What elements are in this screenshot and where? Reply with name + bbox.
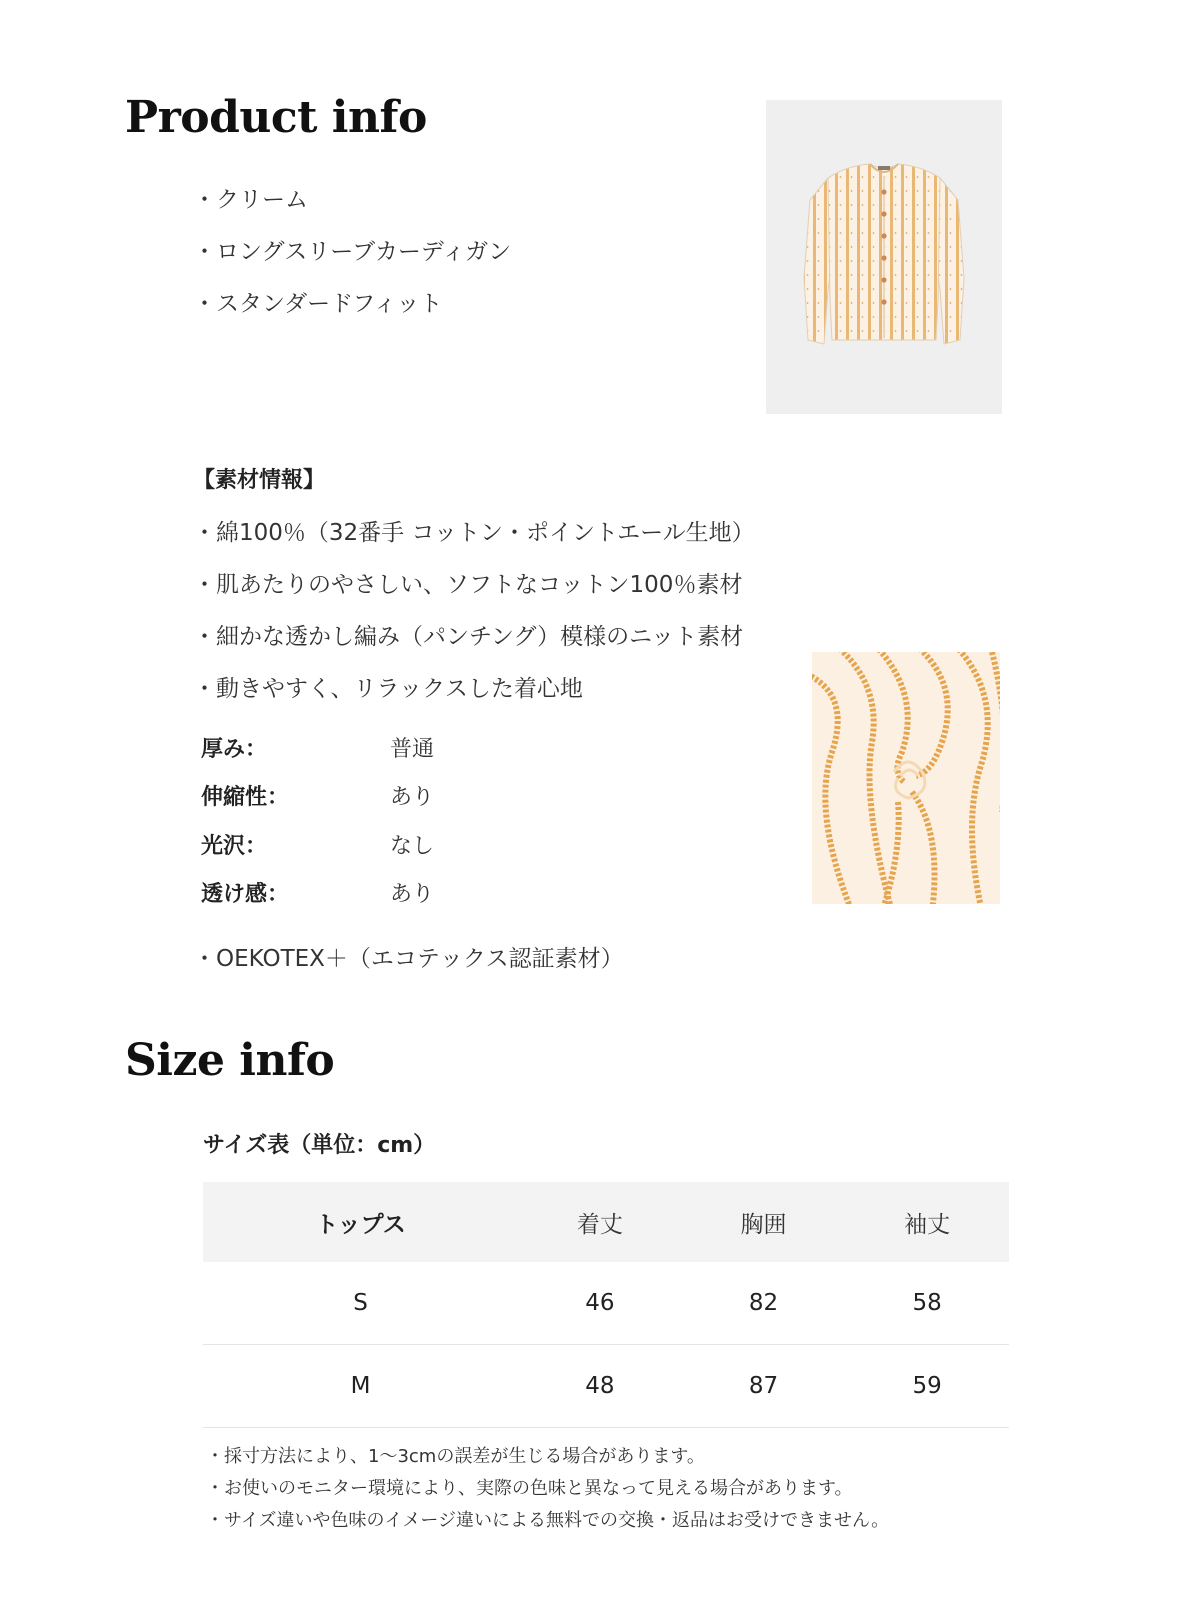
column-header-length: 着丈 (518, 1182, 682, 1262)
property-label-gloss: 光沢： (201, 834, 268, 859)
product-bullet-type: ・ロングスリーブカーディガン (193, 239, 512, 265)
property-value-stretch: あり (390, 785, 435, 810)
note-returns: ・サイズ違いや色味のイメージ違いによる無料での交換・返品はお受けできません。 (206, 1510, 890, 1531)
cardigan-illustration (766, 100, 1002, 414)
property-value-thickness: 普通 (390, 737, 435, 762)
material-certification: ・OEKOTEX＋（エコテックス認証素材） (193, 946, 624, 972)
property-label-thickness: 厚み： (201, 737, 268, 762)
length-cell: 48 (518, 1345, 682, 1428)
size-table-header (203, 1182, 1009, 1262)
product-bullet-fit: ・スタンダードフィット (193, 291, 443, 317)
chest-cell: 87 (682, 1345, 846, 1428)
product-bullet-color: ・クリーム (193, 187, 308, 213)
column-header-chest: 胸囲 (682, 1182, 846, 1262)
fabric-texture (812, 652, 1000, 904)
fabric-detail-image (812, 652, 1000, 904)
size-cell: M (203, 1345, 518, 1428)
column-header-tops: トップス (203, 1182, 518, 1262)
material-bullet-knit: ・細かな透かし編み（パンチング）模様のニット素材 (193, 624, 744, 650)
material-heading: 【素材情報】 (193, 468, 326, 493)
size-table (203, 1182, 1009, 1428)
material-bullet-composition: ・綿100％（32番手 コットン・ポイントエール生地） (193, 520, 755, 546)
size-cell: S (203, 1262, 518, 1345)
material-bullet-soft: ・肌あたりのやさしい、ソフトなコットン100％素材 (193, 572, 743, 598)
material-bullet-comfort: ・動きやすく、リラックスした着心地 (193, 676, 583, 702)
property-value-gloss: なし (390, 834, 435, 859)
chest-cell: 82 (682, 1262, 846, 1345)
sleeve-cell: 58 (845, 1262, 1009, 1345)
table-row (203, 1262, 1009, 1345)
note-measurement: ・採寸方法により、1〜3cmの誤差が生じる場合があります。 (206, 1446, 705, 1467)
length-cell: 46 (518, 1262, 682, 1345)
sleeve-cell: 59 (845, 1345, 1009, 1428)
product-image (766, 100, 1002, 414)
size-table-caption: サイズ表（単位：cm） (203, 1133, 436, 1158)
property-label-sheer: 透け感： (201, 882, 290, 907)
note-monitor: ・お使いのモニター環境により、実際の色味と異なって見える場合があります。 (206, 1478, 853, 1499)
property-label-stretch: 伸縮性： (201, 785, 290, 810)
table-row (203, 1345, 1009, 1428)
column-header-sleeve: 袖丈 (845, 1182, 1009, 1262)
property-value-sheer: あり (390, 882, 435, 907)
size-info-title: Size info (125, 1035, 335, 1086)
product-info-title: Product info (125, 92, 427, 143)
